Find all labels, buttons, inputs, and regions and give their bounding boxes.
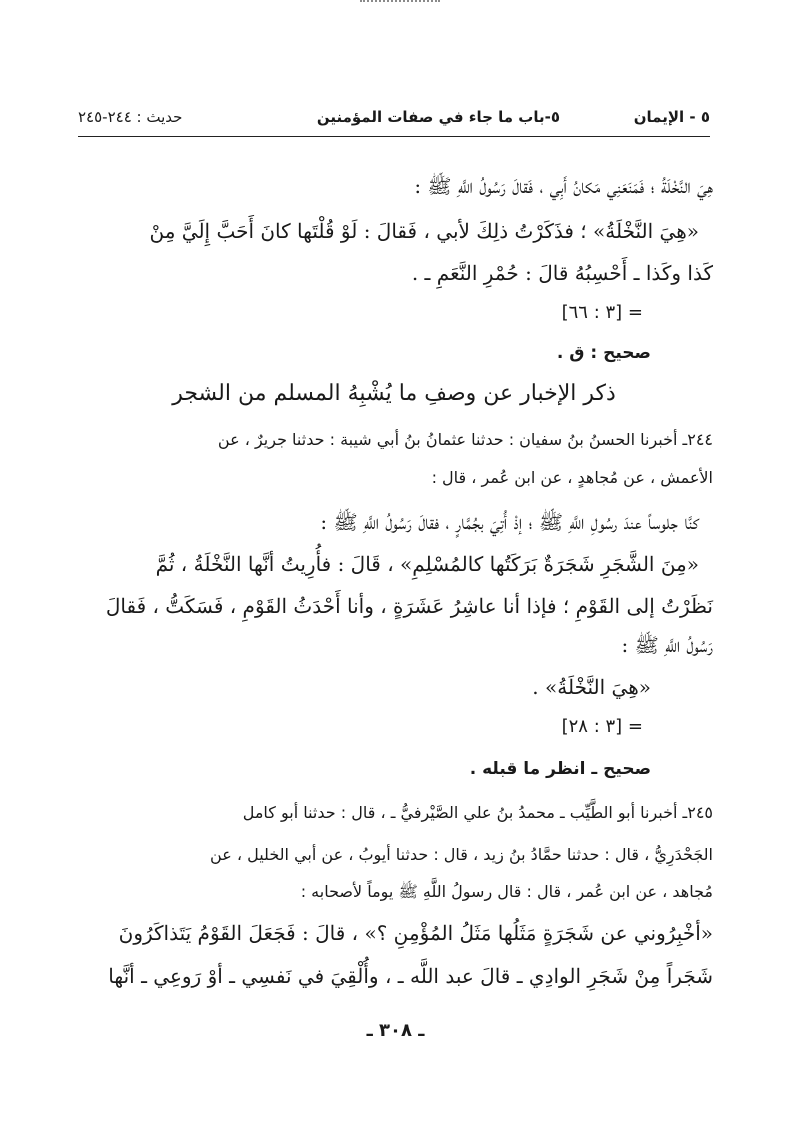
text-line: كنَّا جلوساً عندَ رسُولِ اللَّهِ ﷺ ؛ إذْ أُتِيَ بجُمَّارٍ ، فقالَ رَسُولُ اللَّهِ ﷺ :: [320, 510, 699, 534]
grading-line: صحيح : ق .: [556, 343, 651, 363]
header-section: ٥-باب ما جاء في صفات المؤمنين: [316, 108, 560, 126]
header-chapter: ٥ - الإيمان: [633, 108, 710, 126]
header-hadith-range: حديث : ٢٤٤-٢٤٥: [78, 108, 183, 126]
section-heading: ذكر الإخبار عن وصفِ ما يُشْبِهُ المسلم من الشجر: [172, 381, 616, 406]
text-line: هِيَ النَّخْلَةُ ؛ فَمَنَعَنِي مَكانُ أَبِي ، فَقالَ رَسُولُ اللَّهِ ﷺ :: [414, 174, 713, 198]
text-line: «أخْبِرُوني عن شَجَرَةٍ مَثَلُها مَثَلُ المُؤْمِنِ ؟» ، قالَ : فَجَعَلَ القَوْمُ يَتَذاكَرُونَ: [118, 921, 713, 945]
top-cropped-text-fragment: [360, 0, 440, 8]
text-line: ٢٤٤ـ أخبرنا الحسنُ بنُ سفيان : حدثنا عثمانُ بنُ أبي شيبة : حدثنا جريرٌ ، عن: [217, 430, 713, 449]
text-line: كَذا وكَذا ـ أَحْسِبُهُ قالَ : حُمْرِ النَّعَمِ ـ .: [411, 261, 713, 285]
text-line: «هِيَ النَّخْلَةُ» .: [532, 675, 651, 699]
running-header: [78, 104, 710, 132]
page-number: ـ ٣٠٨ ـ: [366, 1020, 425, 1041]
reference-line: = [٣ : ٦٦]: [561, 302, 643, 323]
text-line: شَجَراً مِنْ شَجَرِ الوادِي ـ قالَ عبد اللَّه ـ ، وأُلْقِيَ في نَفسِي ـ أوْ رَوعِي ـ أنَّها: [108, 964, 713, 988]
text-line: «هِيَ النَّخْلَةُ» ؛ فذَكَرْتُ ذلِكَ لأبي ، فَقالَ : لَوْ قُلْتَها كانَ أَحَبَّ إِلَيَّ مِنْ: [149, 219, 699, 243]
text-line: نَظَرْتُ إلى القَوْمِ ؛ فإذا أنا عاشِرُ عَشَرَةٍ ، وأنا أَحْدَثُ القَوْمِ ، فَسَكَتُّ ، فَقالَ: [105, 594, 713, 618]
header-divider: [78, 136, 710, 137]
text-line: الجَحْدَرِيُّ ، قال : حدثنا حمَّادُ بنُ زيد ، قال : حدثنا أيوبُ ، عن أبي الخليل ، عن: [210, 845, 713, 864]
text-line: «مِنَ الشَّجَرِ شَجَرَةٌ بَرَكَتُها كالمُسْلِمِ» ، قَالَ : فأُرِيتُ أنَّها النَّخْلَةُ ، ثُمَّ: [155, 552, 699, 576]
grading-line: صحيح ـ انظر ما قبله .: [469, 759, 651, 779]
reference-line: = [٣ : ٢٨]: [561, 716, 643, 737]
text-line: مُجاهد ، عن ابن عُمر ، قال : قال رسولُ اللَّهِ ﷺ يوماً لأصحابه :: [300, 882, 713, 901]
text-line: الأعمش ، عن مُجاهدٍ ، عن ابن عُمر ، قال :: [431, 468, 713, 487]
text-line: ٢٤٥ـ أخبرنا أبو الطَّيِّب ـ محمدُ بنُ علي الصَّيْرفيُّ ـ ، قال : حدثنا أبو كامل: [242, 803, 713, 822]
text-line: رَسُولُ اللَّهِ ﷺ :: [621, 633, 713, 657]
